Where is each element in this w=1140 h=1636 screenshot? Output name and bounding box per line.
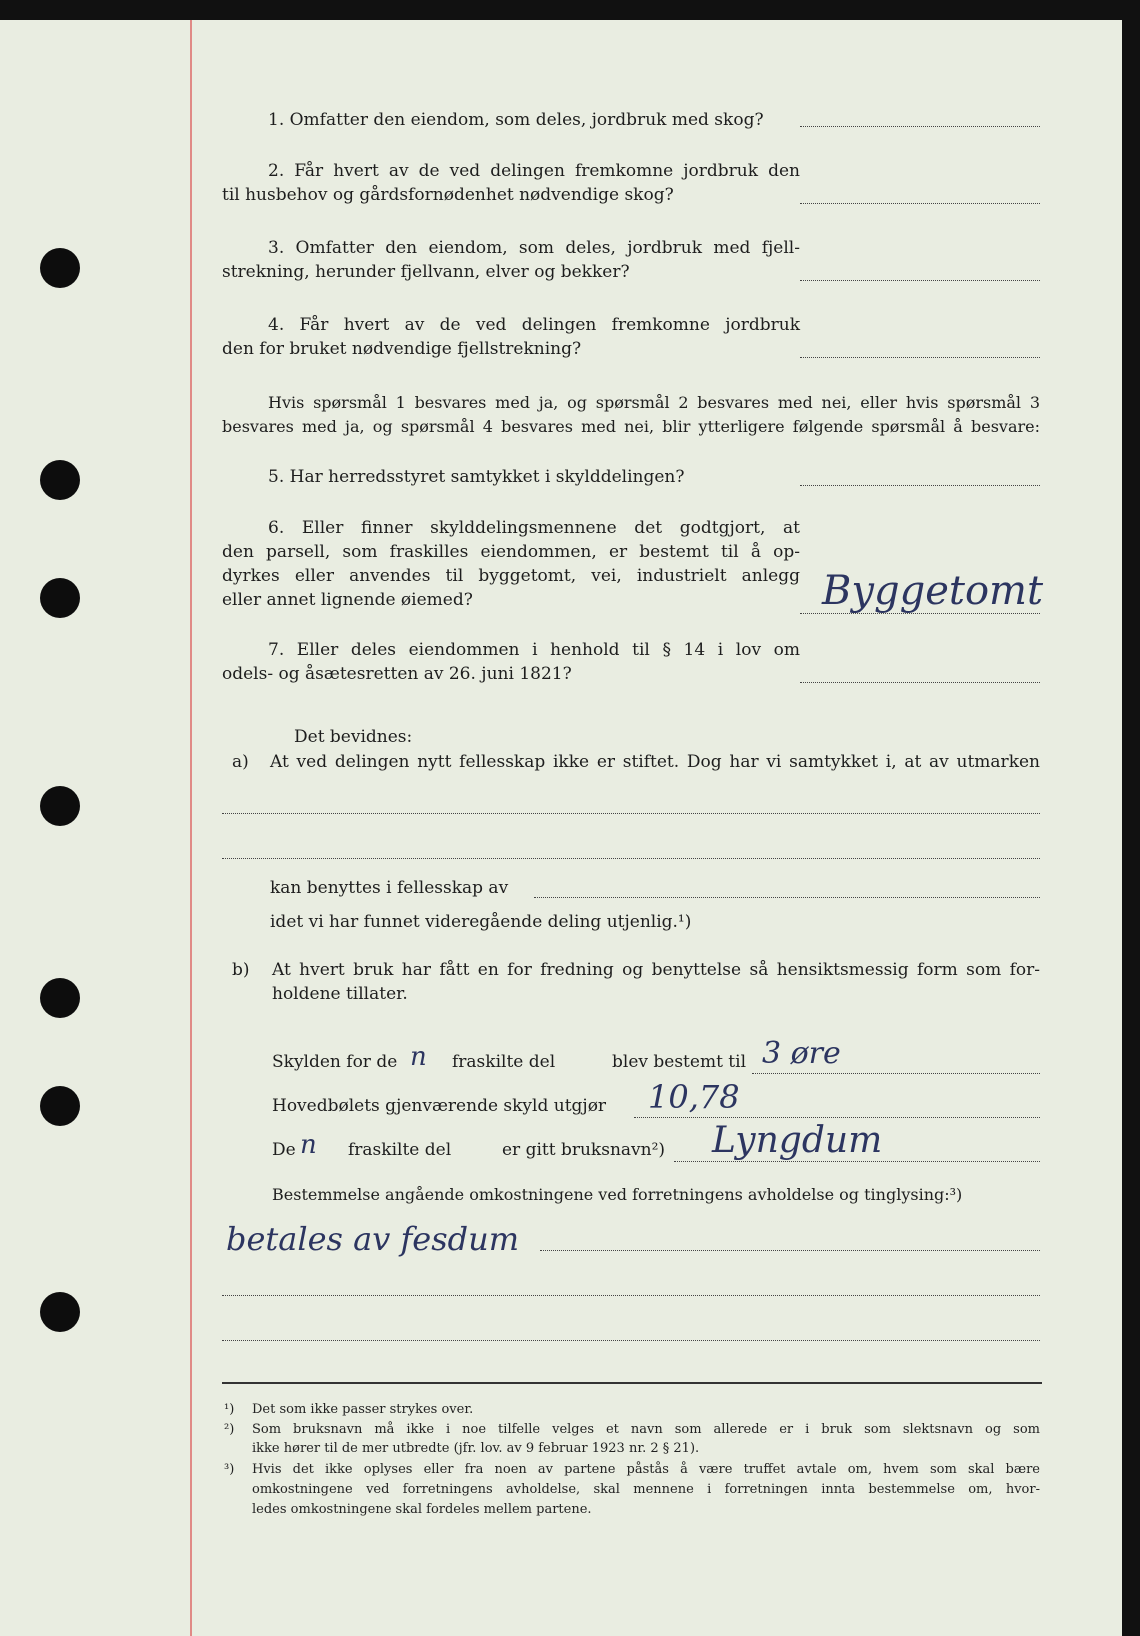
- blank-line-a-3: [534, 897, 1040, 898]
- footnote-3-mark: ³): [224, 1462, 235, 1477]
- skyld-value: 3 øre: [762, 1036, 841, 1071]
- item-a-text: At ved delingen nytt fellesskap ikke er stiftet. Dog har vi samtykket i, at av utmarken: [270, 752, 1040, 772]
- question-2-line-2: til husbehov og gårdsfornødenhet nødvendige skog?: [222, 185, 674, 205]
- item-a-label: a): [232, 752, 249, 772]
- punch-hole-icon: [40, 978, 80, 1018]
- question-4-line-2: den for bruket nødvendige fjellstrekning?: [222, 339, 582, 359]
- question-3-line-1: 3. Omfatter den eiendom, som deles, jordbruk med fjell-: [268, 238, 800, 258]
- skyld-handwritten-n: n: [410, 1042, 427, 1072]
- instruction-line-1: Hvis spørsmål 1 besvares med ja, og spørsmål 2 besvares med nei, eller hvis spørsmål 3: [268, 393, 1040, 412]
- bruks-value: Lyngdum: [712, 1120, 883, 1161]
- question-3-line-2: strekning, herunder fjellvann, elver og bekker?: [222, 262, 630, 282]
- bruks-label-2: fraskilte del: [348, 1140, 452, 1160]
- question-2-line-1: 2. Får hvert av de ved delingen fremkomne jordbruk den: [268, 161, 800, 181]
- bestem-label: Bestemmelse angående omkostningene ved forretningens avholdelse og tinglysing:³): [272, 1185, 963, 1204]
- footnote-1-line-1: Det som ikke passer strykes over.: [252, 1402, 474, 1417]
- hoved-value-line: [634, 1117, 1040, 1118]
- bestem-line-1: [540, 1250, 1040, 1251]
- question-6-line-4: eller annet lignende øiemed?: [222, 590, 473, 610]
- item-b-line-1: At hvert bruk har fått en for fredning og benyttelse så hensiktsmessig form som for-: [272, 960, 1040, 980]
- skyld-label-1: Skylden for de: [272, 1052, 398, 1072]
- footnote-separator: [222, 1382, 1042, 1384]
- answer-line-3: [800, 280, 1040, 281]
- question-6-line-2: den parsell, som fraskilles eiendommen, er bestemt til å op-: [222, 542, 800, 562]
- question-4-line-1: 4. Får hvert av de ved delingen fremkomne jordbruk: [268, 315, 800, 335]
- bestem-line-3: [222, 1340, 1040, 1341]
- handwritten-answer-6: Byggetomt: [822, 568, 1044, 614]
- blank-line-a-2: [222, 858, 1040, 859]
- answer-line-2: [800, 203, 1040, 204]
- footnote-2-mark: ²): [224, 1422, 235, 1437]
- answer-line-7: [800, 682, 1040, 683]
- bruks-handwritten-n: n: [300, 1130, 317, 1160]
- question-7-line-1: 7. Eller deles eiendommen i henhold til § 14 i lov om: [268, 640, 800, 660]
- bestem-value: betales av fesdum: [226, 1220, 520, 1258]
- bruks-value-line: [674, 1161, 1040, 1162]
- footnote-2-line-2: ikke hører til de mer utbredte (jfr. lov. av 9 februar 1923 nr. 2 § 21).: [252, 1441, 700, 1456]
- question-6-line-1: 6. Eller finner skylddelingsmennene det godtgjort, at: [268, 518, 800, 538]
- margin-line: [190, 20, 192, 1636]
- skyld-label-3: blev bestemt til: [612, 1052, 747, 1072]
- blank-line-a-1: [222, 813, 1040, 814]
- punch-hole-icon: [40, 1292, 80, 1332]
- hoved-label: Hovedbølets gjenværende skyld utgjør: [272, 1096, 607, 1116]
- punch-hole-icon: [40, 786, 80, 826]
- footnote-3-line-3: ledes omkostningene skal fordeles mellem partene.: [252, 1502, 592, 1517]
- punch-hole-icon: [40, 248, 80, 288]
- bevidnes-heading: Det bevidnes:: [294, 727, 413, 747]
- item-b-label: b): [232, 960, 250, 980]
- punch-hole-icon: [40, 1086, 80, 1126]
- item-a-fellesskap: kan benyttes i fellesskap av: [270, 878, 509, 898]
- footnote-1-mark: ¹): [224, 1402, 235, 1417]
- bruks-label-1: De: [272, 1140, 296, 1160]
- question-5: 5. Har herredsstyret samtykket i skylddelingen?: [268, 467, 685, 487]
- footnote-2-line-1: Som bruksnavn må ikke i noe tilfelle velges et navn som allerede er i bruk som slektsnavn og som: [252, 1422, 1040, 1437]
- question-7-line-2: odels- og åsætesretten av 26. juni 1821?: [222, 664, 572, 684]
- question-1: 1. Omfatter den eiendom, som deles, jordbruk med skog?: [268, 110, 764, 130]
- answer-line-5: [800, 485, 1040, 486]
- bestem-line-2: [222, 1295, 1040, 1296]
- item-b-line-2: holdene tillater.: [272, 984, 408, 1004]
- skyld-value-line: [752, 1073, 1040, 1074]
- document-page: [0, 20, 1122, 1636]
- hoved-value: 10,78: [648, 1078, 740, 1116]
- answer-line-1: [800, 126, 1040, 127]
- question-6-line-3: dyrkes eller anvendes til byggetomt, vei, industrielt anlegg: [222, 566, 800, 586]
- answer-line-4: [800, 357, 1040, 358]
- punch-hole-icon: [40, 578, 80, 618]
- bruks-label-3: er gitt bruksnavn²): [502, 1140, 666, 1160]
- footnote-3-line-2: omkostningene ved forretningens avholdelse, skal mennene i forretningen innta bestemmelse om, hvor-: [252, 1482, 1040, 1497]
- skyld-label-2: fraskilte del: [452, 1052, 556, 1072]
- punch-hole-icon: [40, 460, 80, 500]
- instruction-line-2: besvares med ja, og spørsmål 4 besvares med nei, blir ytterligere følgende spørsmål å besvare:: [222, 417, 1040, 436]
- item-a-utjenlig: idet vi har funnet videregående deling utjenlig.¹): [270, 912, 692, 932]
- footnote-3-line-1: Hvis det ikke oplyses eller fra noen av partene påstås å være truffet avtale om, hvem som skal bære: [252, 1462, 1040, 1477]
